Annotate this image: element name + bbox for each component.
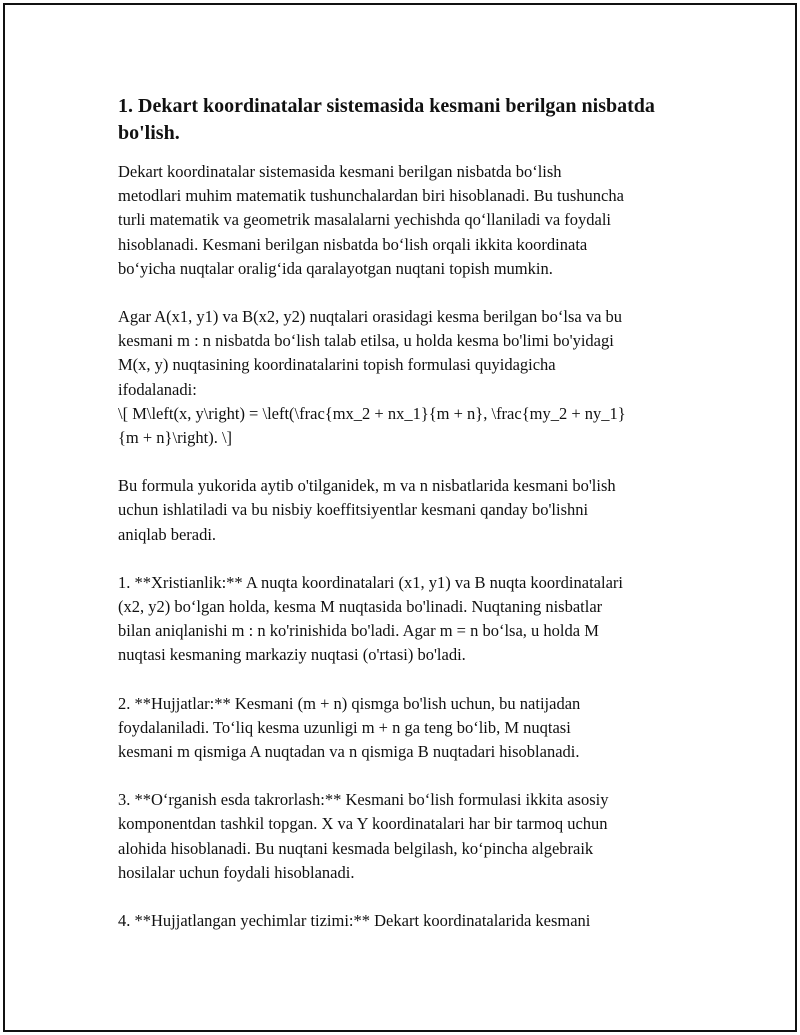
list-item-1 bbox=[118, 571, 698, 668]
text-line: metodlari muhim matematik tushunchalardan biri hisoblanadi. Bu tushuncha bbox=[118, 186, 624, 206]
text-line: alohida hisoblanadi. Bu nuqtani kesmada belgilash, ko‘pincha algebraik bbox=[118, 838, 594, 858]
list-item-3 bbox=[118, 788, 698, 885]
text-line: Bu formula yukorida aytib o'tilganidek, m va n nisbatlarida kesmani bo'lish bbox=[118, 476, 616, 496]
text-line: ifodalanadi: bbox=[118, 379, 197, 399]
text-line: foydalaniladi. To‘liq kesma uzunligi m + n ga teng bo‘lib, M nuqtasi bbox=[118, 717, 571, 737]
paragraph-intro bbox=[118, 160, 698, 281]
formula-line: \[ M\left(x, y\right) = \left(\frac{mx_2 + nx_1}{m + n}, \frac{my_2 + ny_1} bbox=[118, 403, 626, 423]
text-line: Agar A(x1, y1) va B(x2, y2) nuqtalari orasidagi kesma berilgan bo‘lsa va bu bbox=[118, 307, 623, 327]
document-title: 1. Dekart koordinatalar sistemasida kesmani berilgan nisbatda bo'lish. bbox=[118, 95, 655, 144]
text-line: 2. **Hujjatlar:** Kesmani (m + n) qismga bo'lish uchun, bu natijadan bbox=[118, 693, 581, 713]
paragraph-formula bbox=[118, 305, 698, 450]
text-line: aniqlab beradi. bbox=[118, 524, 217, 544]
text-line: M(x, y) nuqtasining koordinatalarini topish formulasi quyidagicha bbox=[118, 355, 556, 375]
text-line: Dekart koordinatalar sistemasida kesmani berilgan nisbatda bo‘lish bbox=[118, 162, 562, 181]
text-line: 1. **Xristianlik:** A nuqta koordinatalari (x1, y1) va B nuqta koordinatalari bbox=[118, 572, 623, 592]
text-line: turli matematik va geometrik masalalarni yechishda qo‘llaniladi va foydali bbox=[118, 210, 612, 230]
text-line: bo‘yicha nuqtalar oralig‘ida qaralayotgan nuqtani topish mumkin. bbox=[118, 258, 553, 278]
text-line: kesmani m qismiga A nuqtadan va n qismiga B nuqtadari hisoblanadi. bbox=[118, 742, 580, 762]
list-item-2 bbox=[118, 692, 698, 765]
text-line: hisoblanadi. Kesmani berilgan nisbatda bo‘lish orqali ikkita koordinata bbox=[118, 234, 588, 254]
text-line: bilan aniqlanishi m : n ko'rinishida bo'ladi. Agar m = n bo‘lsa, u holda M bbox=[118, 621, 599, 641]
text-line: uchun ishlatiladi va bu nisbiy koeffitsiyentlar kesmani qanday bo'lishni bbox=[118, 500, 589, 520]
text-line: hosilalar uchun foydali hisoblanadi. bbox=[118, 862, 355, 882]
text-line: (x2, y2) bo‘lgan holda, kesma M nuqtasida bo'linadi. Nuqtaning nisbatlar bbox=[118, 597, 603, 617]
text-line: komponentdan tashkil topgan. X va Y koordinatalari har bir tarmoq uchun bbox=[118, 814, 608, 834]
paragraph-explanation bbox=[118, 474, 698, 547]
text-line: 4. **Hujjatlangan yechimlar tizimi:** Dekart koordinatalarida kesmani bbox=[118, 911, 591, 931]
text-line: nuqtasi kesmaning markaziy nuqtasi (o'rtasi) bo'ladi. bbox=[118, 645, 466, 665]
document-page bbox=[118, 93, 698, 957]
list-item-4 bbox=[118, 909, 698, 933]
text-line: kesmani m : n nisbatda bo‘lish talab etilsa, u holda kesma bo'limi bo'yidagi bbox=[118, 331, 614, 351]
formula-line: {m + n}\right). \] bbox=[118, 428, 233, 448]
text-line: 3. **O‘rganish esda takrorlash:** Kesmani bo‘lish formulasi ikkita asosiy bbox=[118, 790, 609, 810]
